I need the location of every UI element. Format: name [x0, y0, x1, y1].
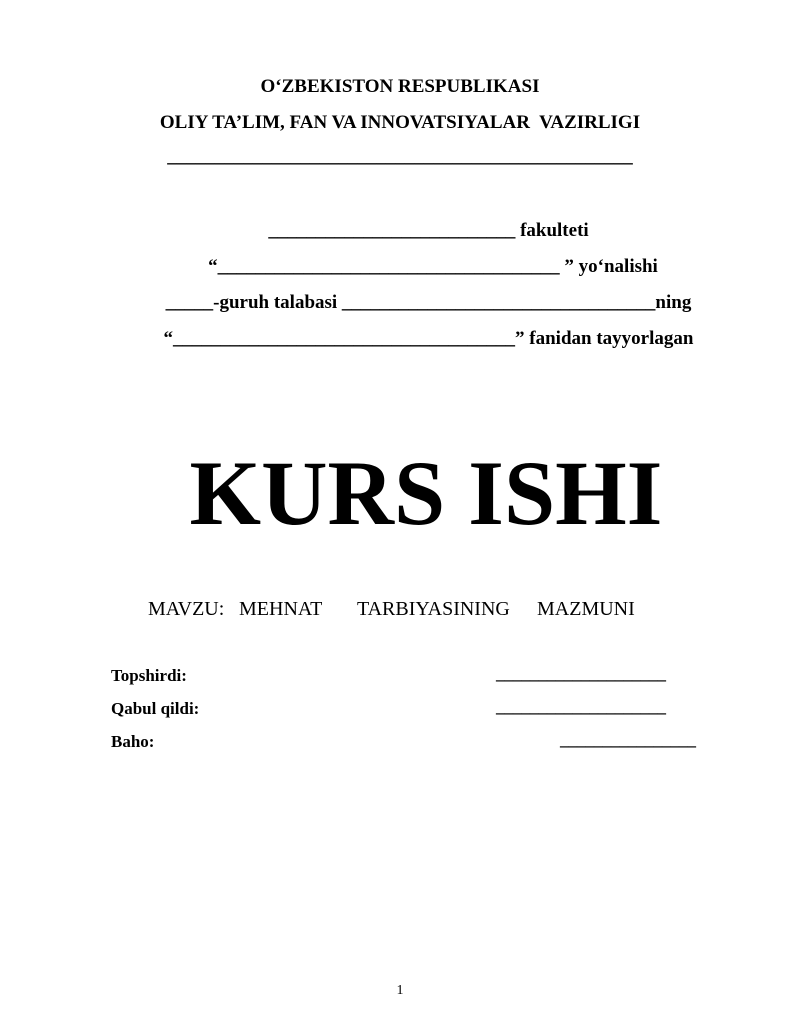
header-institution-blank: _________________________________________________	[167, 146, 633, 167]
signature-line-submitted: ____________________	[496, 664, 666, 683]
topic-label: MAVZU:	[148, 598, 225, 620]
signature-line-accepted: ____________________	[496, 697, 666, 716]
faculty-line: __________________________ fakulteti	[268, 220, 589, 241]
header-ministry: OLIY TA’LIM, FAN VA INNOVATSIYALAR VAZIRLIGI	[159, 112, 641, 133]
topic-word-1: MEHNAT	[239, 598, 323, 620]
signature-label-submitted: Topshirdi:	[111, 666, 187, 685]
topic-word-2: TARBIYASINING	[357, 598, 510, 620]
topic-word-3: MAZMUNI	[537, 598, 635, 620]
signature-label-accepted: Qabul qildi:	[111, 699, 200, 718]
page-number: 1	[396, 983, 404, 998]
header-country: O‘ZBEKISTON RESPUBLIKASI	[260, 76, 540, 97]
subject-line: “____________________________________” fanidan tayyorlagan	[163, 328, 694, 349]
signature-label-grade: Baho:	[111, 732, 155, 751]
student-line: _____-guruh talabasi _________________________________ning	[165, 292, 692, 313]
document-title: KURS ISHI	[189, 442, 663, 544]
direction-line: “____________________________________ ” yo‘nalishi	[208, 256, 658, 277]
signature-line-grade: ________________	[560, 730, 696, 749]
